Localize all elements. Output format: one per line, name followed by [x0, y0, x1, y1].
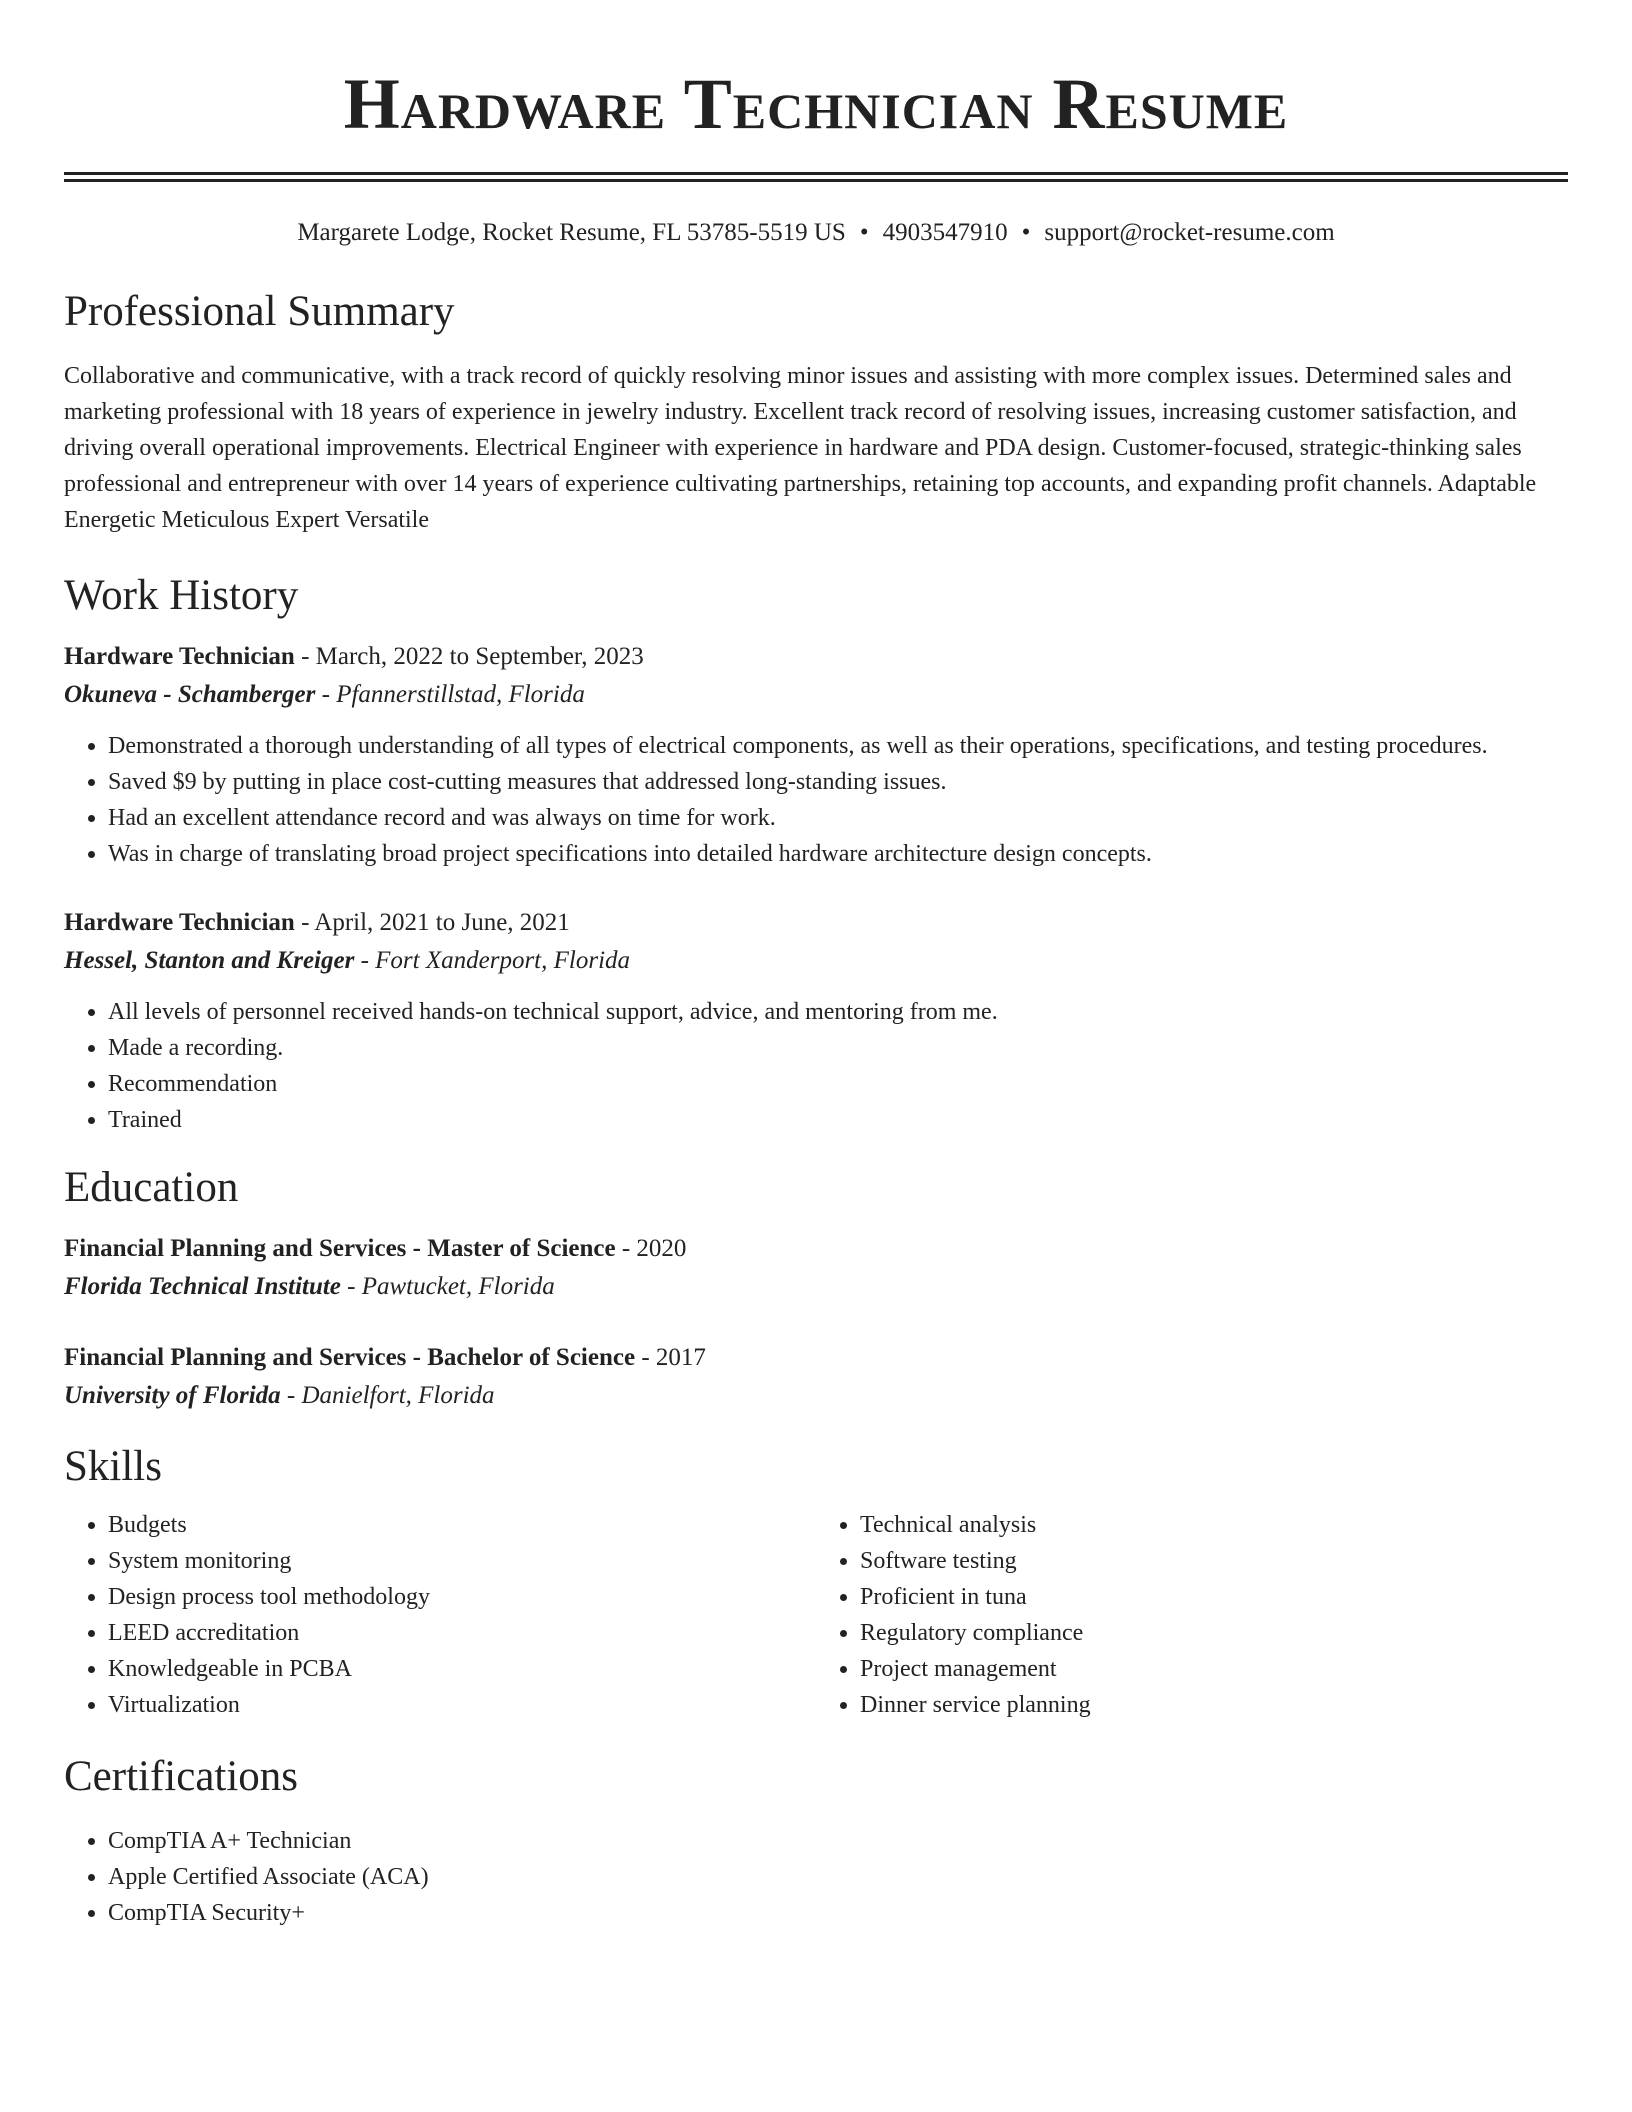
contact-line — [64, 216, 1568, 250]
skills-columns — [64, 1507, 1568, 1723]
job-company: Okuneva - Schamberger — [64, 681, 316, 708]
skills-list-left — [64, 1507, 816, 1723]
education-year: - 2017 — [635, 1344, 706, 1371]
contact-email: support@rocket-resume.com — [1044, 219, 1335, 246]
job-location: - Pfannerstillstad, Florida — [315, 681, 585, 708]
list-item: • Budgets — [108, 1507, 816, 1543]
list-item: • Regulatory compliance — [860, 1615, 1568, 1651]
job-location: - Fort Xanderport, Florida — [354, 947, 631, 974]
list-item: • Was in charge of translating broad project specifications into detailed hardware architecture design concepts. — [108, 836, 1568, 872]
education-school-line — [64, 1377, 1568, 1415]
certifications-list — [64, 1823, 1568, 1931]
job-header — [64, 638, 1568, 676]
section-heading-skills: Skills — [64, 1443, 162, 1490]
summary-text: Collaborative and communicative, with a track record of quickly resolving minor issues and assisting with more complex issues. Determined sales and marketing professional with 18 years of experience in jewelry industry. Excellent track record of resolving issues, increasing customer satisfaction, and driving overall operational improvements. Electrical Engineer with experience in hardware and PDA design. Customer-focused, strategic-thinking sales professional and entrepreneur with over 14 years of experience cultivating partnerships, retaining top accounts, and expanding profit channels. Adaptable Energetic Meticulous Expert Versatile — [64, 363, 1537, 533]
list-item: • Project management — [860, 1651, 1568, 1687]
education-header — [64, 1339, 1568, 1377]
list-item: • Demonstrated a thorough understanding of all types of electrical components, as well as their operations, specifications, and testing procedures. — [108, 728, 1568, 764]
section-heading-summary: Professional Summary — [64, 288, 455, 335]
list-item: • Had an excellent attendance record and was always on time for work. — [108, 800, 1568, 836]
education-school: University of Florida — [64, 1382, 281, 1409]
list-item: • Apple Certified Associate (ACA) — [108, 1859, 1568, 1895]
list-item: • Trained — [108, 1102, 1568, 1138]
contact-separator: • — [1021, 219, 1031, 246]
job-header — [64, 904, 1568, 942]
job-company: Hessel, Stanton and Kreiger — [64, 947, 355, 974]
job-employer — [64, 942, 1568, 980]
list-item: • CompTIA A+ Technician — [108, 1823, 1568, 1859]
job-dates: - March, 2022 to September, 2023 — [294, 643, 644, 670]
list-item: • Recommendation — [108, 1066, 1568, 1102]
section-heading-education: Education — [64, 1164, 239, 1211]
list-item: • Dinner service planning — [860, 1687, 1568, 1723]
job-entry — [64, 638, 1568, 872]
education-school: Florida Technical Institute — [64, 1273, 341, 1300]
list-item: • Technical analysis — [860, 1507, 1568, 1543]
contact-phone: 4903547910 — [882, 219, 1008, 246]
job-dates: - April, 2021 to June, 2021 — [294, 909, 570, 936]
education-entry — [64, 1230, 1568, 1306]
contact-separator: • — [859, 219, 869, 246]
education-entry — [64, 1339, 1568, 1415]
education-header — [64, 1230, 1568, 1268]
list-item: • Virtualization — [108, 1687, 816, 1723]
job-title: Hardware Technician — [64, 909, 295, 936]
job-bullets — [64, 994, 1568, 1138]
list-item: • Proficient in tuna — [860, 1579, 1568, 1615]
education-school-line — [64, 1268, 1568, 1306]
education-year: - 2020 — [615, 1235, 687, 1262]
list-item: • Saved $9 by putting in place cost-cutting measures that addressed long-standing issues. — [108, 764, 1568, 800]
job-bullets — [64, 728, 1568, 872]
education-degree: Financial Planning and Services - Master of Science — [64, 1235, 616, 1262]
education-location: - Danielfort, Florida — [280, 1382, 495, 1409]
education-degree: Financial Planning and Services - Bachelor of Science — [64, 1344, 636, 1371]
job-title: Hardware Technician — [64, 643, 295, 670]
job-entry — [64, 904, 1568, 1138]
section-heading-work-history: Work History — [64, 572, 299, 619]
resume-title: Hardware Technician Resume — [343, 64, 1289, 144]
list-item: • Design process tool methodology — [108, 1579, 816, 1615]
list-item: • System monitoring — [108, 1543, 816, 1579]
list-item: • All levels of personnel received hands-on technical support, advice, and mentoring from me. — [108, 994, 1568, 1030]
skills-list-right — [816, 1507, 1568, 1723]
list-item: • LEED accreditation — [108, 1615, 816, 1651]
list-item: • Software testing — [860, 1543, 1568, 1579]
list-item: • Made a recording. — [108, 1030, 1568, 1066]
list-item: • Knowledgeable in PCBA — [108, 1651, 816, 1687]
contact-address: Margarete Lodge, Rocket Resume, FL 53785-5519 US — [297, 219, 846, 246]
education-location: - Pawtucket, Florida — [340, 1273, 555, 1300]
job-employer — [64, 676, 1568, 714]
section-heading-certifications: Certifications — [64, 1753, 299, 1800]
title-double-rule — [64, 172, 1568, 182]
list-item: • CompTIA Security+ — [108, 1895, 1568, 1931]
